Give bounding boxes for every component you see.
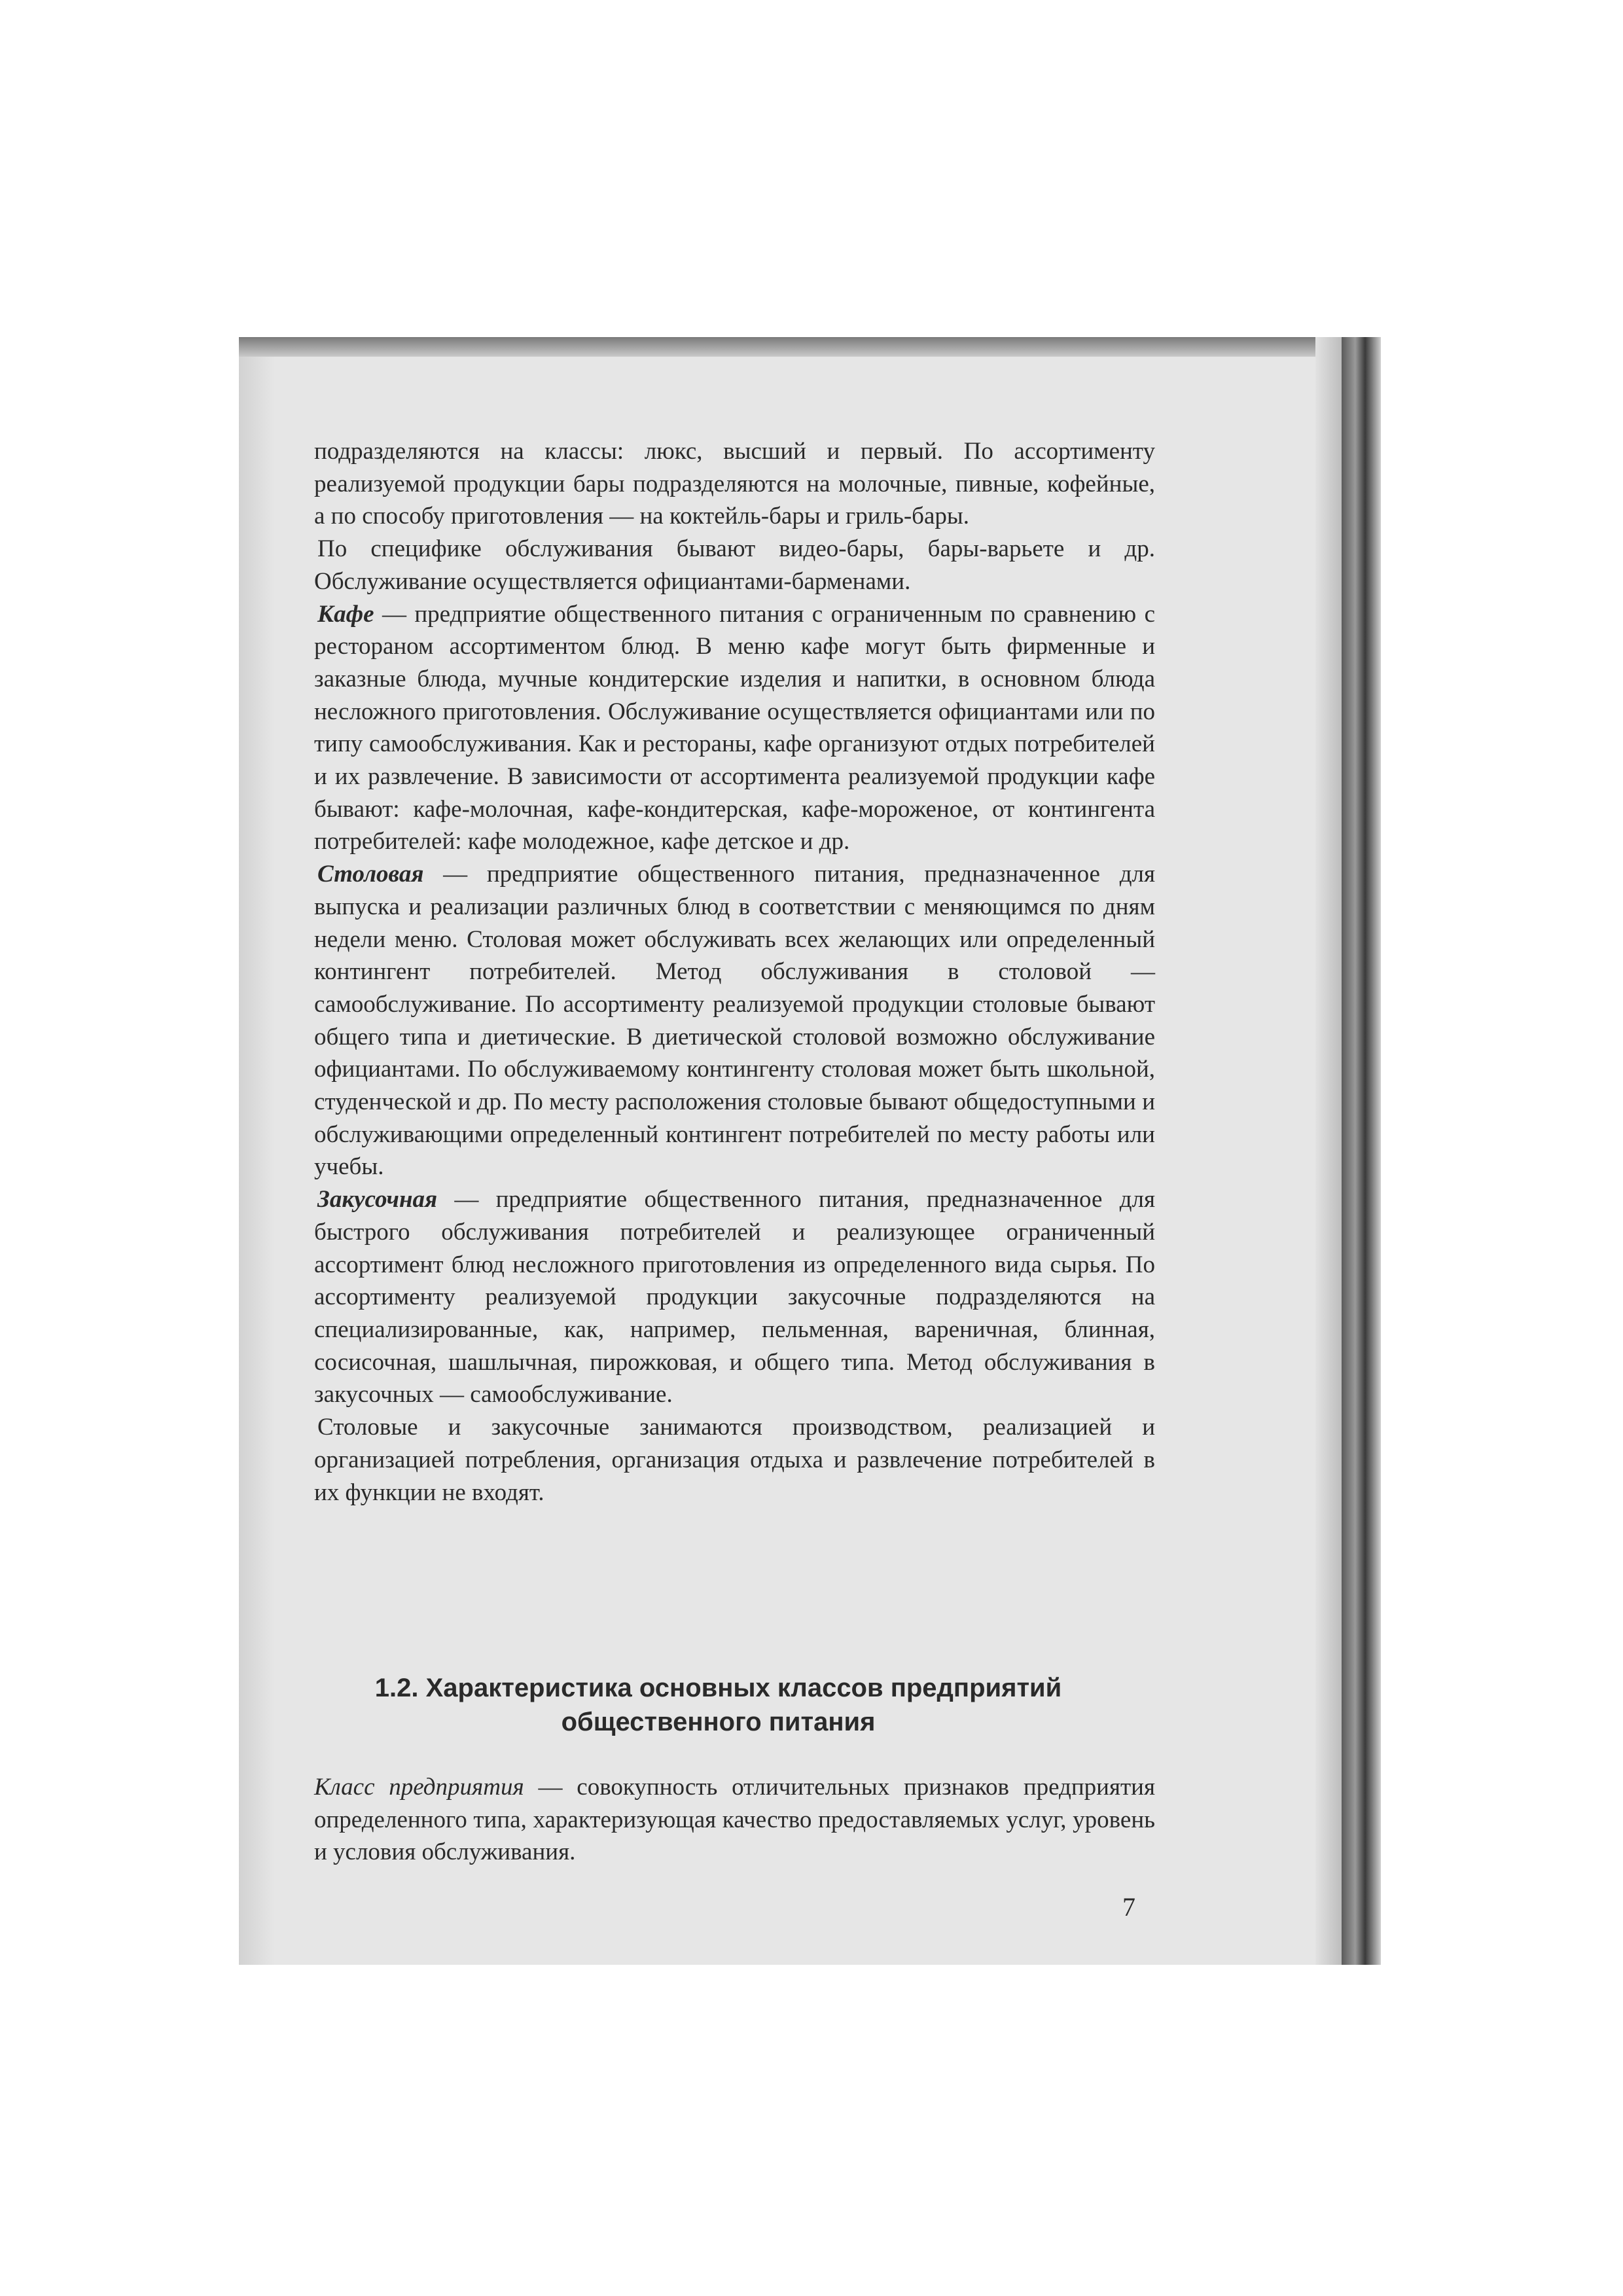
paragraph-cafe <box>314 598 1155 859</box>
paragraph-text: подразделяются на классы: люкс, высший и первый. По ассортименту реализуемой продукции бары подразделяются на молочные, пивные, кофейные, а по способу приготовления — на коктейль-бары и гриль-бары. <box>314 438 1155 530</box>
page-number: 7 <box>1122 1892 1135 1922</box>
paragraph-text: — предприятие общественного питания, предназначенное для выпуска и реализации различных блюд в соответствии с меняющимся по дням недели меню. Столовая может обслуживать всех желающих или определенный контингент потребителей. Метод обслуживания в столовой — самообслуживание. По ассортименту реализуемой продукции столовые бывают общего типа и диетические. В диетической столовой возможно обслуживание официантами. По обслуживаемому контингенту столовая может быть школьной, студенческой и др. По месту расположения столовые бывают общедоступными и обслуживающими определенный контингент потребителей по месту работы или учебы. <box>314 861 1155 1181</box>
definition-text <box>314 1771 1155 1869</box>
paragraph-text: Столовые и закусочные занимаются производством, реализацией и организацией потребления, организация отдыха и развлечение потребителей в их функции не входят. <box>314 1414 1155 1506</box>
term-canteen: Столовая <box>317 861 424 888</box>
page-left-margin-shadow <box>239 337 275 1965</box>
body-text <box>314 435 1155 1509</box>
paragraph-enterprise-class <box>314 1771 1155 1869</box>
paragraph-text: — совокупность отличительных признаков предприятия определенного типа, характеризующая качество предоставляемых услуг, уровень и условия обслуживания. <box>314 1774 1155 1866</box>
section-heading <box>281 1671 1155 1739</box>
paragraph-text: — предприятие общественного питания с ограниченным по сравнению с рестораном ассортиментом блюд. В меню кафе могут быть фирменные и заказные блюда, мучные кондитерские изделия и напитки, в основном блюда несложного приготовления. Обслуживание осуществляется официантами или по типу самообслуживания. Как и рестораны, кафе организуют отдых потребителей и их развлечение. В зависимости от ассортимента реализуемой продукции кафе бывают: кафе-молочная, кафе-кондитерская, кафе-мороженое, от контингента потребителей: кафе молодежное, кафе детское и др. <box>314 600 1155 855</box>
term-cafe: Кафе <box>317 600 374 628</box>
page-top-shadow <box>239 337 1381 357</box>
section-heading-line-1: 1.2. Характеристика основных классов предприятий <box>374 1674 1062 1702</box>
paragraph-text: — предприятие общественного питания, предназначенное для быстрого обслуживания потребителей и реализующее ограниченный ассортимент блюд несложного приготовления из определенного вида сырья. По ассортименту реализуемой продукции закусочные подразделяются на специализированные, как, например, пельменная, вареничная, блинная, сосисочная, шашлычная, пирожковая, и общего типа. Метод обслуживания в закусочных — самообслуживание. <box>314 1186 1155 1408</box>
paragraph-canteen <box>314 858 1155 1183</box>
book-spine-edge <box>1342 337 1381 1965</box>
paragraph-canteen-functions <box>314 1411 1155 1509</box>
term-snackbar: Закусочная <box>317 1186 438 1213</box>
section-heading-line-2: общественного питания <box>561 1708 876 1736</box>
paragraph-snackbar <box>314 1183 1155 1411</box>
paragraph-text: По специфике обслуживания бывают видео-бары, бары-варьете и др. Обслуживание осуществляется официантами-барменами. <box>314 535 1155 595</box>
page-gutter-shadow <box>1315 337 1342 1965</box>
term-enterprise-class: Класс предприятия <box>314 1774 524 1801</box>
paragraph-bars-service <box>314 533 1155 598</box>
paragraph-bars-classes <box>314 435 1155 533</box>
